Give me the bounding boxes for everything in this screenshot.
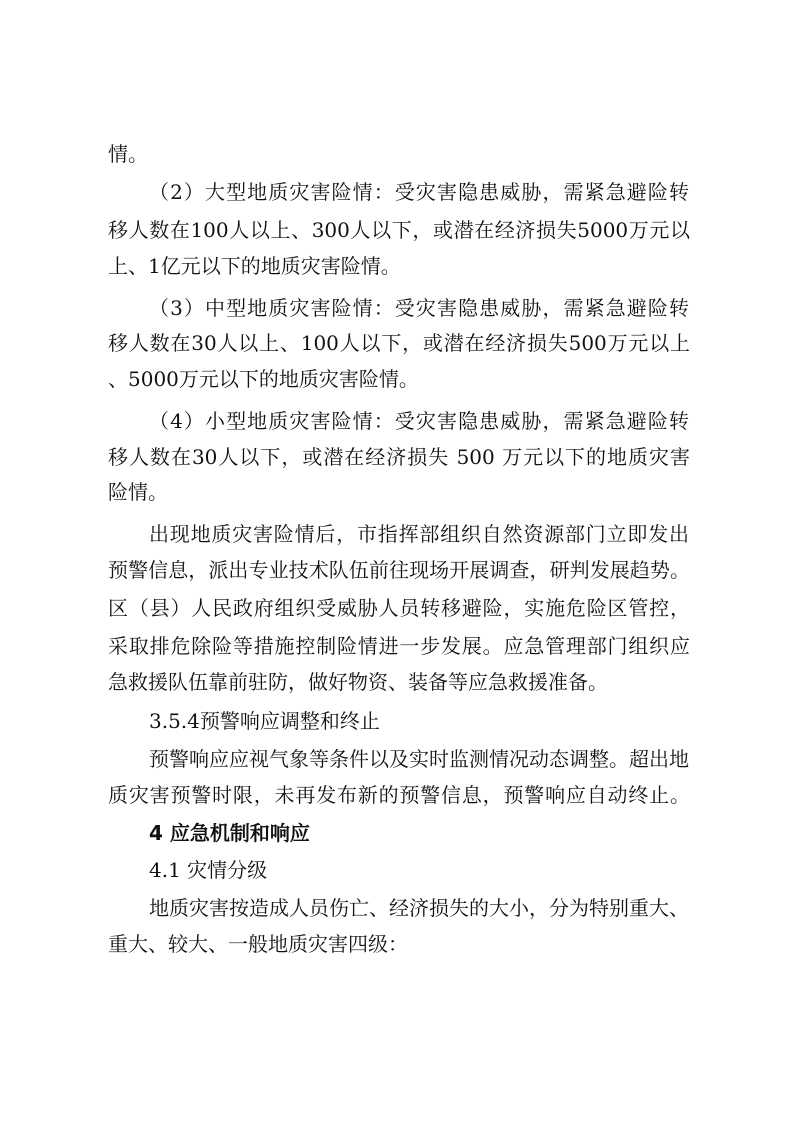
section-heading: 3.5.4预警响应调整和终止 (149, 709, 380, 733)
text-line: 地质灾害按造成人员伤亡、经济损失的大小，分为特别重大、 (149, 896, 689, 920)
text-line: 、5000万元以下的地质灾害险情。 (108, 367, 419, 391)
text-line: 移人数在30人以下，或潜在经济损失 500 万元以下的地质灾害 (108, 445, 690, 469)
text-line: 险情。 (108, 480, 168, 504)
text-line: 情。 (108, 142, 148, 166)
text-line: 移人数在30人以上、100人以下，或潜在经济损失500万元以上 (108, 331, 690, 355)
text-line: （3）中型地质灾害险情：受灾害隐患威胁，需紧急避险转 (149, 296, 689, 320)
text-line: 上、1亿元以下的地质灾害险情。 (108, 254, 401, 278)
text-line: 采取排危除险等措施控制险情进一步发展。应急管理部门组织应 (108, 634, 690, 658)
text-line: 急救援队伍靠前驻防，做好物资、装备等应急救援准备。 (108, 670, 608, 694)
text-line: 预警信息，派出专业技术队伍前往现场开展调查，研判发展趋势。 (108, 558, 690, 582)
text-line: 出现地质灾害险情后，市指挥部组织自然资源部门立即发出 (149, 522, 689, 546)
text-line: 重大、较大、一般地质灾害四级： (108, 932, 408, 956)
chapter-heading: 4 应急机制和响应 (149, 821, 310, 845)
text-line: 预警响应应视气象等条件以及实时监测情况动态调整。超出地 (149, 747, 689, 771)
text-line: （2）大型地质灾害险情：受灾害隐患威胁，需紧急避险转 (149, 180, 689, 204)
text-line: 质灾害预警时限，未再发布新的预警信息，预警响应自动终止。 (108, 783, 690, 807)
text-line: 区（县）人民政府组织受威胁人员转移避险，实施危险区管控， (108, 596, 690, 620)
text-line: 移人数在100人以上、300人以下，或潜在经济损失5000万元以 (108, 218, 690, 242)
text-line: （4）小型地质灾害险情：受灾害隐患威胁，需紧急避险转 (149, 409, 689, 433)
section-heading: 4.1 灾情分级 (149, 858, 268, 882)
